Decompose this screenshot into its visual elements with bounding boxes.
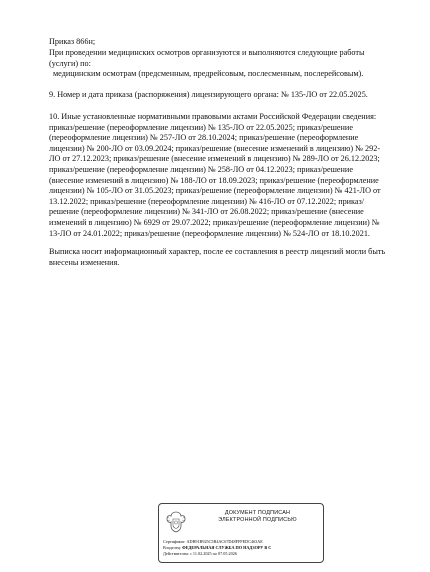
paragraph-9: 9. Номер и дата приказа (распоряжения) лицензирующего органа: № 135-ЛО от 22.05.2025. bbox=[49, 90, 368, 99]
coat-of-arms-icon bbox=[165, 510, 187, 534]
validity-row bbox=[163, 551, 323, 557]
certificate-label: Сертификат: bbox=[163, 539, 186, 544]
stamp-title bbox=[195, 510, 320, 524]
services-line: (услуги) по: bbox=[49, 59, 91, 68]
medical-exams-line bbox=[49, 69, 389, 80]
validity-value: с 11.02.2025 по 07.05.2026 bbox=[190, 551, 237, 556]
paragraph-10: 10. Иные установленные нормативными правовыми актами Российской Федерации сведения: приказ/решение (переоформление лицензии) № 135-ЛО от 22.05.2025; приказ/решение (переоформление лицензии) № 257-ЛО от 28.10.2024; приказ/решение (переоформление лицензии) № 200-ЛО от 03.09.2024; приказ/решение (внесение изменений в лицензию) № 292-ЛО от 27.12.2023; приказ/решение (внесение изменений в лицензию) № 289-ЛО от 26.12.2023; приказ/решение (переоформление лицензии) № 258-ЛО от 04.12.2023; приказ/решение (внесение изменений в лицензию) № 188-ЛО от 18.09.2023; приказ/решение (переоформление лицензии) № 105-ЛО от 31.05.2023; приказ/решение (переоформление лицензии) № 421-ЛО от 13.12.2022; приказ/решение (переоформление лицензии) № 416-ЛО от 07.12.2022; приказ/решение (переоформление лицензии) № 341-ЛО от 26.08.2022; приказ/решение (внесение изменений в лицензию) № 6929 от 29.07.2022; приказ/решение (переоформление лицензии) № 13-ЛО от 24.01.2022; приказ/решение (переоформление лицензии) № 524-ЛО от 18.10.2021. bbox=[49, 112, 381, 238]
order-line: Приказ 866н; bbox=[49, 37, 96, 46]
stamp-details bbox=[163, 539, 323, 557]
electronic-signature-stamp bbox=[158, 503, 324, 563]
stamp-title-line-1: ДОКУМЕНТ ПОДПИСАН bbox=[224, 510, 291, 516]
owner-value: ФЕДЕРАЛЬНАЯ СЛУЖБА ПО НАДЗОРУ В С bbox=[182, 545, 272, 550]
medical-works-line: При проведении медицинских осмотров организуются и выполняются следующие работы bbox=[49, 48, 365, 57]
medical-exams-text: медицинским осмотрам (предсменным, предрейсовым, послесменным, послерейсовым). bbox=[53, 69, 364, 78]
disclaimer-note: Выписка носит информационный характер, после ее составления в реестр лицензий могли быть внесены изменения. bbox=[49, 247, 386, 267]
validity-label: Действителен: bbox=[163, 551, 189, 556]
stamp-title-line-2: ЭЛЕКТРОННОЙ ПОДПИСЬЮ bbox=[218, 517, 297, 523]
owner-label: Владелец: bbox=[163, 545, 182, 550]
certificate-value: ADB91B925C5B4AC67D48FFFEDC463AE bbox=[186, 539, 263, 544]
